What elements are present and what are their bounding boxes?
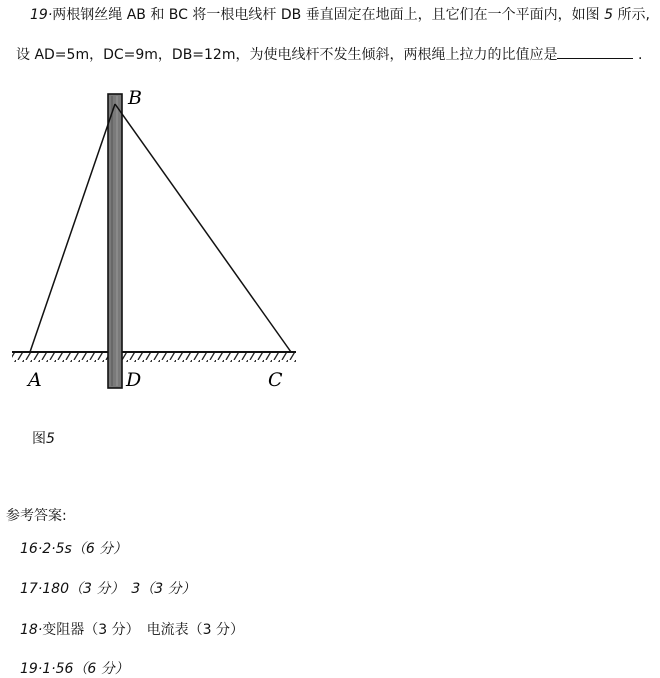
- rope-ab: [30, 104, 115, 352]
- figure-caption-num: 5: [46, 431, 55, 447]
- answer-text: 1·56（6 分）: [42, 661, 129, 677]
- answer-text: 2·5s（6 分）: [42, 541, 128, 557]
- answer-num: 19·: [20, 661, 43, 677]
- problem-text-2-end: .: [637, 47, 643, 63]
- answer-text: 180（3 分） 3（3 分）: [42, 581, 196, 597]
- answer-item: [20, 658, 129, 678]
- problem-text-1-end: 所示,: [617, 7, 650, 23]
- pole: [108, 94, 122, 388]
- answer-item: [20, 578, 196, 598]
- label-c: C: [268, 369, 283, 391]
- figure-ref: 5: [604, 7, 614, 23]
- problem-text-2: 设 AD=5m，DC=9m，DB=12m，为使电线杆不发生倾斜，两根绳上拉力的比值应是: [16, 47, 558, 63]
- problem-number: 19·: [30, 7, 53, 23]
- answer-item: [20, 538, 127, 558]
- answer-num: 17·: [20, 581, 43, 597]
- answer-text: 变阻器（3 分） 电流表（3 分）: [42, 622, 244, 638]
- problem-text-1: 两根钢丝绳 AB 和 BC 将一根电线杆 DB 垂直固定在地面上，且它们在一个平面内，如图: [52, 7, 600, 23]
- answer-num: 18·: [20, 622, 43, 638]
- label-d: D: [126, 369, 142, 391]
- label-a: A: [28, 369, 42, 391]
- answer-num: 16·: [20, 541, 43, 557]
- figure-caption-text: 图: [32, 431, 46, 447]
- ground-hatch: [12, 352, 296, 362]
- answers-heading: 参考答案:: [6, 508, 67, 524]
- figure-caption: [32, 428, 55, 448]
- answer-item: [20, 619, 244, 639]
- rope-bc: [115, 104, 291, 352]
- label-b: B: [128, 87, 142, 109]
